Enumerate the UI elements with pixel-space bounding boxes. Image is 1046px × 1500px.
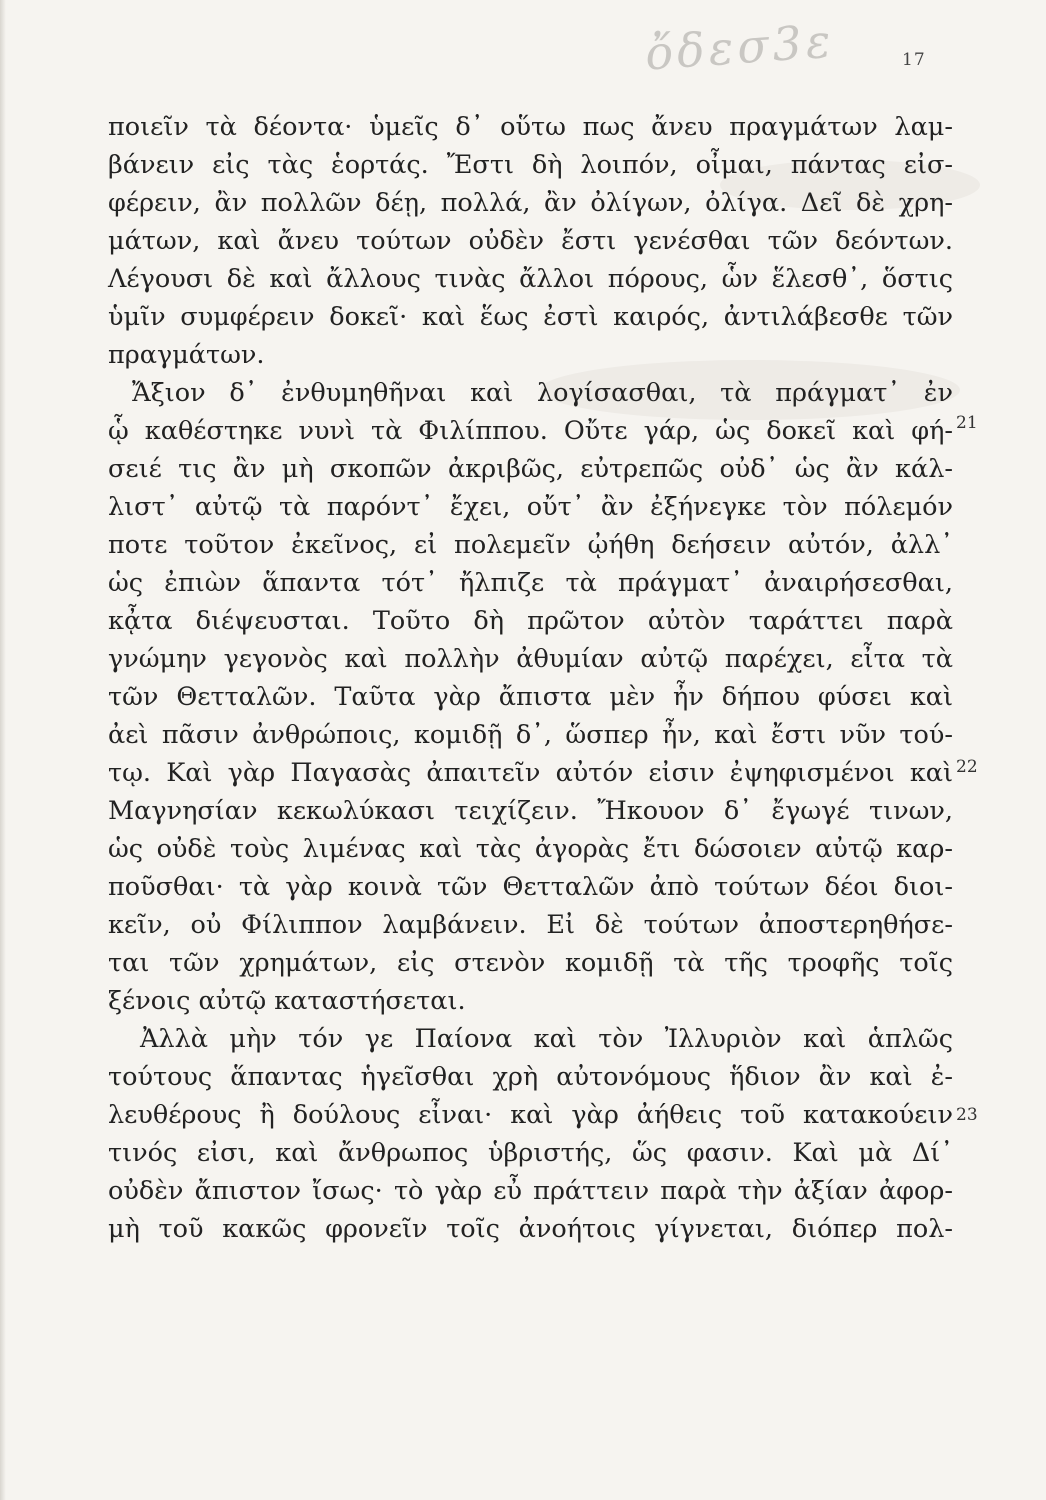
text-line: ὡς οὐδὲ τοὺς λιμένας καὶ τὰς ἀγορὰς ἔτι δώσοιεν αὐτῷ καρ-	[108, 834, 953, 864]
text-line: τῳ. Καὶ γὰρ Παγασὰς ἀπαιτεῖν αὐτόν εἰσιν ἐψηφισμένοι καὶ	[108, 758, 953, 788]
text-line: ποτε τοῦτον ἐκεῖνος, εἰ πολεμεῖν ᾠήθη δεήσειν αὐτόν, ἀλλ᾽	[108, 530, 953, 560]
text-line: πραγμάτων.	[108, 340, 265, 370]
section-number-21: 21	[956, 413, 978, 433]
handwritten-note: ὄδεσ3ε	[643, 13, 837, 81]
text-line: λευθέρους ἢ δούλους εἶναι· καὶ γὰρ ἀήθεις τοῦ κατακούειν	[108, 1100, 953, 1130]
text-line: κεῖν, οὐ Φίλιππον λαμβάνειν. Εἰ δὲ τούτων ἀποστερηθήσε-	[108, 910, 953, 940]
text-line: ἀεὶ πᾶσιν ἀνθρώποις, κομιδῇ δ᾽, ὥσπερ ἦν, καὶ ἔστι νῦν τού-	[108, 720, 953, 750]
text-line: οὐδὲν ἄπιστον ἴσως· τὸ γὰρ εὖ πράττειν παρὰ τὴν ἀξίαν ἀφορ-	[108, 1176, 953, 1206]
section-number-22: 22	[956, 757, 978, 777]
text-line: ὑμῖν συμφέρειν δοκεῖ· καὶ ἕως ἐστὶ καιρός, ἀντιλάβεσθε τῶν	[108, 302, 953, 332]
text-line: Μαγνησίαν κεκωλύκασι τειχίζειν. Ἤκουον δ᾽ ἔγωγέ τινων,	[108, 796, 953, 826]
text-line: ποιεῖν τὰ δέοντα· ὑμεῖς δ᾽ οὕτω πως ἄνευ πραγμάτων λαμ-	[108, 112, 953, 142]
text-line: κᾆτα διέψευσται. Τοῦτο δὴ πρῶτον αὐτὸν ταράττει παρὰ	[108, 606, 953, 636]
text-line: ται τῶν χρημάτων, εἰς στενὸν κομιδῇ τὰ τῆς τροφῆς τοῖς	[108, 948, 953, 978]
text-line: τῶν Θετταλῶν. Ταῦτα γὰρ ἄπιστα μὲν ἦν δήπου φύσει καὶ	[108, 682, 953, 712]
text-line: μὴ τοῦ κακῶς φρονεῖν τοῖς ἀνοήτοις γίγνεται, διόπερ πολ-	[108, 1214, 953, 1244]
text-line: Ἀλλὰ μὴν τόν γε Παίονα καὶ τὸν Ἰλλυριὸν καὶ ἁπλῶς	[140, 1024, 953, 1054]
text-line: ὡς ἐπιὼν ἅπαντα τότ᾽ ἤλπιζε τὰ πράγματ᾽ ἀναιρήσεσθαι,	[108, 568, 953, 598]
text-line: φέρειν, ἂν πολλῶν δέῃ, πολλά, ἂν ὀλίγων, ὀλίγα. Δεῖ δὲ χρη-	[108, 188, 953, 218]
page-number: 17	[902, 50, 926, 70]
text-line: Ἄξιον δ᾽ ἐνθυμηθῆναι καὶ λογίσασθαι, τὰ πράγματ᾽ ἐν	[132, 378, 953, 408]
text-line: Λέγουσι δὲ καὶ ἄλλους τινὰς ἄλλοι πόρους, ὧν ἕλεσθ᾽, ὅστις	[108, 264, 953, 294]
text-line: γνώμην γεγονὸς καὶ πολλὴν ἀθυμίαν αὐτῷ παρέχει, εἶτα τὰ	[108, 644, 953, 674]
text-line: βάνειν εἰς τὰς ἑορτάς. Ἔστι δὴ λοιπόν, οἶμαι, πάντας εἰσ-	[108, 150, 953, 180]
section-number-23: 23	[956, 1105, 978, 1125]
text-line: ᾧ καθέστηκε νυνὶ τὰ Φιλίππου. Οὔτε γάρ, ὡς δοκεῖ καὶ φή-	[108, 416, 953, 446]
text-line: ξένοις αὐτῷ καταστήσεται.	[108, 986, 466, 1016]
text-line: σειέ τις ἂν μὴ σκοπῶν ἀκριβῶς, εὐτρεπῶς οὐδ᾽ ὡς ἂν κάλ-	[108, 454, 953, 484]
text-line: ποῦσθαι· τὰ γὰρ κοινὰ τῶν Θετταλῶν ἀπὸ τούτων δέοι διοι-	[108, 872, 953, 902]
text-line: μάτων, καὶ ἄνευ τούτων οὐδὲν ἔστι γενέσθαι τῶν δεόντων.	[108, 226, 953, 256]
text-line: τινός εἰσι, καὶ ἄνθρωπος ὑβριστής, ὥς φασιν. Καὶ μὰ Δί᾽	[108, 1138, 953, 1168]
text-line: λιστ᾽ αὐτῷ τὰ παρόντ᾽ ἔχει, οὔτ᾽ ἂν ἐξήνεγκε τὸν πόλεμόν	[108, 492, 953, 522]
text-line: τούτους ἅπαντας ἡγεῖσθαι χρὴ αὐτονόμους ἥδιον ἂν καὶ ἐ-	[108, 1062, 953, 1092]
page-edge-shadow	[0, 0, 6, 1500]
